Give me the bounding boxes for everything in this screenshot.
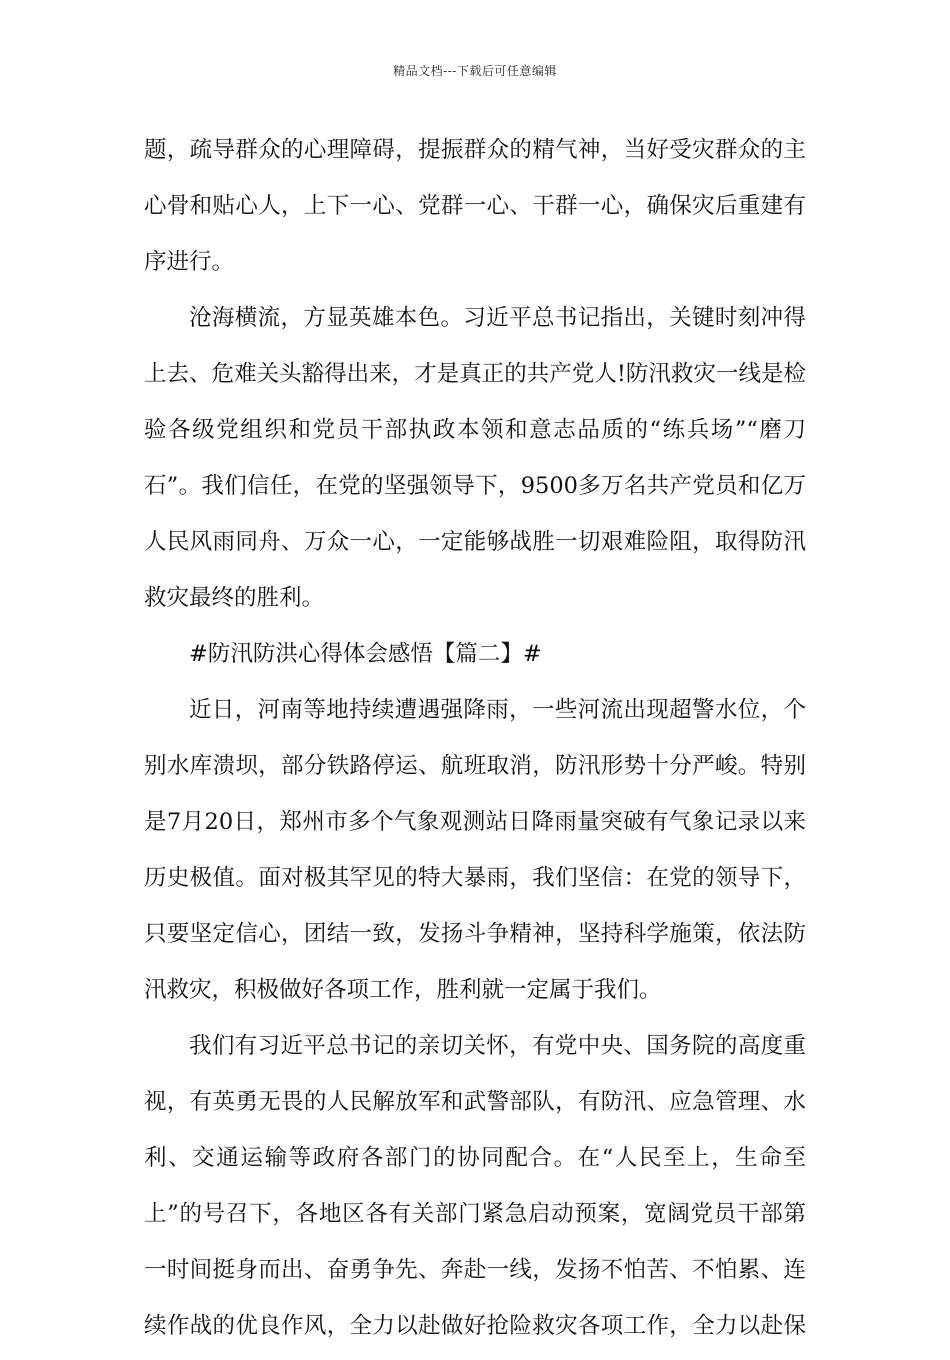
section-heading: #防汛防洪心得体会感悟【篇二】# — [189, 641, 542, 667]
text-line: 别水库溃坝，部分铁路停运、航班取消，防汛形势十分严峻。特别 — [144, 753, 806, 779]
text-line: 利、交通运输等政府各部门的协同配合。在“人民至上，生命至 — [144, 1145, 806, 1171]
text-line: 近日，河南等地持续遭遇强降雨，一些河流出现超警水位，个 — [189, 697, 806, 723]
text-line: 验各级党组织和党员干部执政本领和意志品质的“练兵场”“磨刀 — [144, 417, 806, 443]
text-line: 沧海横流，方显英雄本色。习近平总书记指出，关键时刻冲得 — [189, 305, 806, 331]
text-line: 题，疏导群众的心理障碍，提振群众的精气神，当好受灾群众的主 — [144, 137, 806, 163]
text-line: 是7月20日，郑州市多个气象观测站日降雨量突破有气象记录以来 — [144, 809, 806, 835]
document-body — [144, 128, 806, 1360]
text-line: 序进行。 — [144, 249, 235, 275]
text-line: 一时间挺身而出、奋勇争先、奔赴一线，发扬不怕苦、不怕累、连 — [144, 1257, 806, 1283]
text-line: 历史极值。面对极其罕见的特大暴雨，我们坚信：在党的领导下， — [144, 865, 806, 891]
text-line: 上去、危难关头豁得出来，才是真正的共产党人!防汛救灾一线是检 — [144, 361, 806, 387]
text-line: 救灾最终的胜利。 — [144, 585, 325, 611]
text-line: 人民风雨同舟、万众一心，一定能够战胜一切艰难险阻，取得防汛 — [144, 529, 806, 555]
text-line: 上”的号召下，各地区各有关部门紧急启动预案，宽阔党员干部第 — [144, 1201, 806, 1227]
text-line: 续作战的优良作风，全力以赴做好抢险救灾各项工作，全力以赴保 — [144, 1313, 806, 1339]
text-line: 只要坚定信心，团结一致，发扬斗争精神，坚持科学施策，依法防 — [144, 921, 806, 947]
text-line: 石”。我们信任，在党的坚强领导下，9500多万名共产党员和亿万 — [144, 473, 806, 499]
text-line: 心骨和贴心人，上下一心、党群一心、干群一心，确保灾后重建有 — [144, 193, 806, 219]
text-line: 汛救灾，积极做好各项工作，胜利就一定属于我们。 — [144, 977, 662, 1003]
text-line: 我们有习近平总书记的亲切关怀，有党中央、国务院的高度重 — [189, 1033, 806, 1059]
text-line: 视，有英勇无畏的人民解放军和武警部队，有防汛、应急管理、水 — [144, 1089, 806, 1115]
page-header: 精品文档---下载后可任意编辑 — [393, 64, 557, 78]
